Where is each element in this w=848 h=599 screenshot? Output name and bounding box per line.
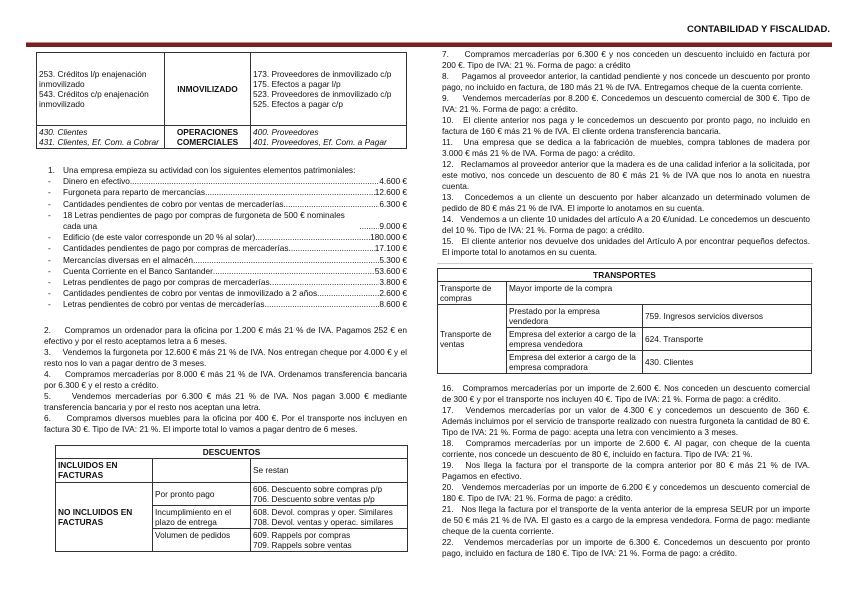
list-item bbox=[46, 288, 407, 299]
item-value: 180.000 € bbox=[370, 232, 407, 243]
right-column bbox=[437, 49, 812, 559]
item-value: 4.600 € bbox=[379, 176, 407, 187]
header-divider bbox=[26, 42, 832, 47]
cell-case: Prestado por la empresa vendedora bbox=[507, 305, 643, 328]
list-item bbox=[46, 243, 407, 254]
bullet-dash: - bbox=[48, 243, 51, 254]
exercise-number: 1. bbox=[48, 165, 55, 175]
bullet-dash: - bbox=[48, 254, 51, 265]
item-label: Letras pendientes de pago por compras de mercaderías bbox=[63, 277, 270, 288]
cell-left: 253. Créditos l/p enajenación inmovilizado 543. Créditos c/p enajenación inmovilizado bbox=[37, 53, 165, 126]
item-value: 53.600 € bbox=[374, 265, 407, 276]
cell-right: 400. Proveedores 401. Proveedores, Ef. Com. a Pagar bbox=[251, 126, 407, 149]
leader-dots bbox=[289, 243, 375, 254]
bullet-dash: - bbox=[48, 288, 51, 299]
item-value: 3.800 € bbox=[379, 277, 407, 288]
leader-dots bbox=[130, 176, 379, 187]
list-item bbox=[46, 277, 407, 288]
exercise-paragraph: 17. Vendemos mercaderías por un valor de 4.300 € y concedemos un descuento de 360 €. Además incluimos por el servicio de transporte realizado con nuestra furgoneta la cantidad de 80 €. Tipo de IVA: 21 %. Forma de pago: acepta una letra con vencimiento a 3 meses. bbox=[442, 405, 813, 437]
item-label: Cantidades pendientes de pago por compras de mercaderías bbox=[63, 243, 289, 254]
exercise-paragraph: 2. Compramos un ordenador para la oficina por 1.200 € más 21 % de IVA. Pagamos 252 € en efectivo y por el resto aceptamos letra a 6 meses. bbox=[44, 324, 410, 346]
cell-compras-value: Mayor importe de la compra bbox=[507, 282, 812, 305]
table-title: TRANSPORTES bbox=[438, 269, 812, 282]
leader-dots bbox=[255, 232, 370, 243]
item-value: 12.600 € bbox=[374, 187, 407, 198]
bullet-dash: - bbox=[48, 209, 51, 220]
exercise-paragraph: 5. Vendemos mercaderías por 6.300 € más 21 % de IVA. Nos pagan 3.000 € mediante transferencia bancaria y por el resto nos aceptan una letra. bbox=[44, 390, 410, 412]
list-item bbox=[46, 255, 407, 266]
cell-case: Empresa del exterior a cargo de la empresa vendedora bbox=[507, 328, 643, 351]
leader-dots bbox=[265, 299, 380, 310]
cell-accounts: 608. Devol. compras y oper. Similares 708. Devol. ventas y operac. similares bbox=[251, 505, 408, 528]
cell-type: Volumen de pedidos bbox=[153, 528, 251, 551]
accounts-table bbox=[36, 52, 407, 149]
leader-dots bbox=[193, 255, 379, 266]
bullet-dash: - bbox=[48, 232, 51, 243]
exercise-paragraph: 16. Compramos mercaderías por un importe de 2.600 €. Nos conceden un descuento comercial de 300 € y por el transporte nos incluyen 40 €. Tipo de IVA: 21 %. Forma de pago: a crédito. bbox=[442, 383, 813, 404]
leader-dots bbox=[317, 288, 379, 299]
exercise-paragraph: 9. Vendemos mercaderías por 8.200 €. Concedemos un descuento comercial de 300 €. Tipo de IVA: 21 %. Forma de pago: a crédito. bbox=[442, 93, 813, 114]
item-label: Edificio (de este valor corresponde un 20 % al solar) bbox=[63, 232, 256, 243]
leader-dots bbox=[270, 277, 380, 288]
item-label: Dinero en efectivo bbox=[63, 176, 130, 187]
left-column bbox=[36, 52, 408, 552]
exercise-paragraph: 18. Compramos mercaderías por un importe de 2.600 €. Al pagar, con cheque de la cuenta corriente, nos concede un descuento de 80 €, incluido en factura. Tipo de IVA: 21 %. bbox=[442, 438, 813, 459]
exercise-paragraph: 8. Pagamos al proveedor anterior, la cantidad pendiente y nos concede un descuento por pronto pago, no incluido en factura, de 180 más 21 % de IVA. Entregamos cheque de la cuenta corriente. bbox=[442, 71, 813, 92]
leader-dots bbox=[205, 187, 375, 198]
exercises-2-6 bbox=[44, 324, 410, 435]
bullet-dash: - bbox=[48, 187, 51, 198]
item-label: Letras pendientes de cobro por ventas de mercaderías bbox=[63, 299, 265, 310]
item-value: 2.600 € bbox=[379, 288, 407, 299]
leader-dots bbox=[359, 221, 379, 232]
item-value: 6.300 € bbox=[379, 198, 407, 209]
bullet-dash: - bbox=[48, 198, 51, 209]
cell-ventas: Transporte de ventas bbox=[438, 305, 507, 374]
cell-category: OPERACIONES COMERCIALES bbox=[165, 126, 251, 149]
exercises-7-15 bbox=[442, 49, 813, 258]
list-item bbox=[46, 266, 407, 277]
cell-empty bbox=[153, 458, 251, 482]
cell-type: Por pronto pago bbox=[153, 482, 251, 505]
cell-category: INMOVILIZADO bbox=[165, 53, 251, 126]
divider bbox=[437, 263, 813, 264]
bullet-dash: - bbox=[48, 265, 51, 276]
cell-account: 430. Clientes bbox=[643, 351, 812, 374]
exercise-paragraph: 4. Compramos mercaderías por 8.000 € más 21 % de IVA. Ordenamos transferencia bancaria por 6.300 € y el resto a crédito. bbox=[44, 368, 410, 390]
exercise-paragraph: 13. Concedemos a un cliente un descuento por haber alcanzado un determinado volumen de pedido de 80 € más 21 % de IVA. El importe lo anotamos en su cuenta. bbox=[442, 192, 813, 213]
item-label: 18 Letras pendientes de pago por compras de furgoneta de 500 € nominales cada una bbox=[63, 209, 345, 232]
exercise-paragraph: 19. Nos llega la factura por el transporte de la compra anterior por 80 € más 21 % de IVA. Pagamos en efectivo. bbox=[442, 460, 813, 481]
table-title: DESCUENTOS bbox=[56, 445, 408, 458]
cell-compras: Transporte de compras bbox=[438, 282, 507, 305]
list-item bbox=[46, 210, 407, 232]
exercises-16-22 bbox=[442, 383, 813, 559]
item-value: 9.000 € bbox=[379, 221, 407, 232]
exercise-paragraph: 7. Compramos mercaderías por 6.300 € y nos conceden un descuento incluido en factura por 200 €. Tipo de IVA: 21 %. Forma de pago: a crédito bbox=[442, 49, 813, 70]
cell-accounts: 609. Rappels por compras 709. Rappels sobre ventas bbox=[251, 528, 408, 551]
exercise-paragraph: 12. Reclamamos al proveedor anterior que la madera es de una calidad inferior a la solicitada, por este motivo, nos concede un descuento de 80 € más 21 % de IVA que nos lo anota en nuestra cuenta. bbox=[442, 159, 813, 191]
bullet-dash: - bbox=[48, 176, 51, 187]
exercise-paragraph: 21. Nos llega la factura por el transporte de la venta anterior de la empresa SEUR por un importe de 50 € más 21 % de IVA. El gasto es a cargo de la empresa vendedora. Forma de pago: mediante cheque de la cuenta corriente. bbox=[442, 504, 813, 536]
cell-no-incluidos: NO INCLUIDOS EN FACTURAS bbox=[56, 482, 153, 551]
cell-right: 173. Proveedores de inmovilizado c/p 175. Efectos a pagar l/p 523. Proveedores de inmovilizado c/p 525. Efectos a pagar c/p bbox=[251, 53, 407, 126]
bullet-dash: - bbox=[48, 299, 51, 310]
item-label: Cantidades pendientes de cobro por ventas de mercaderías bbox=[63, 198, 284, 209]
exercise-paragraph: 20. Vendemos mercaderías por un importe de 6.200 € y concedemos un descuento comercial de 180 €. Tipo de IVA: 21 %. Forma de pago: a crédito. bbox=[442, 482, 813, 503]
transportes-table bbox=[437, 268, 812, 374]
item-label: Furgoneta para reparto de mercancías bbox=[63, 187, 206, 198]
exercise-intro: Una empresa empieza su actividad con los siguientes elementos patrimoniales: bbox=[63, 165, 356, 175]
list-item bbox=[46, 199, 407, 210]
cell-value: Se restan bbox=[251, 458, 408, 482]
exercise-paragraph: 6. Compramos diversos muebles para la oficina por 400 €. Por el transporte nos incluyen en factura 30 €. Tipo de IVA: 21 %. El importe total lo vamos a pagar dentro de 6 meses. bbox=[44, 412, 410, 434]
cell-incluidos: INCLUIDOS EN FACTURAS bbox=[56, 458, 153, 482]
exercise-paragraph: 14. Vendemos a un cliente 10 unidades del artículo A a 20 €/unidad. Le concedemos un descuento del 10 %. Tipo de IVA: 21 %. Forma de pago: a crédito. bbox=[442, 214, 813, 235]
exercise-1 bbox=[46, 165, 407, 311]
header-title: CONTABILIDAD Y FISCALIDAD. bbox=[686, 24, 830, 35]
list-item bbox=[46, 187, 407, 198]
cell-left: 430. Clientes 431. Clientes, Ef. Com. a Cobrar bbox=[37, 126, 165, 149]
exercise-paragraph: 15. El cliente anterior nos devuelve dos unidades del Artículo A por encontrar pequeños defectos. El importe total lo anotamos en su cuenta. bbox=[442, 236, 813, 257]
list-item bbox=[46, 299, 407, 310]
exercise-paragraph: 3. Vendemos la furgoneta por 12.600 € más 21 % de IVA. Nos entregan cheque por 4.000 € y el resto nos lo van a pagar dentro de 3 meses. bbox=[44, 346, 410, 368]
item-label: Cantidades pendientes de cobro por ventas de inmovilizado a 2 años bbox=[63, 288, 318, 299]
exercise-paragraph: 10. El cliente anterior nos paga y le concedemos un descuento por pronto pago, no incluido en factura de 160 € más 21 % de IVA. El cliente ordena transferencia bancaria. bbox=[442, 115, 813, 136]
exercise-paragraph: 11. Una empresa que se dedica a la fabricación de muebles, compra tablones de madera por 3.000 € más 21 % de IVA. Forma de pago: a crédito. bbox=[442, 137, 813, 158]
cell-type: Incumplimiento en el plazo de entrega bbox=[153, 505, 251, 528]
leader-dots bbox=[283, 199, 379, 210]
list-item bbox=[46, 176, 407, 187]
bullet-dash: - bbox=[48, 277, 51, 288]
item-label: Cuenta Corriente en el Banco Santander bbox=[63, 265, 213, 276]
descuentos-table bbox=[55, 445, 408, 552]
item-value: 17.100 € bbox=[374, 243, 407, 254]
item-label: Mercancías diversas en el almacén bbox=[63, 254, 194, 265]
exercise-paragraph: 22. Vendemos mercaderías por un importe de 6.300 €. Concedemos un descuento por pronto pago, incluido en factura de 180 €. Tipo de IVA: 21 %. Forma de pago: a crédito. bbox=[442, 537, 813, 558]
leader-dots bbox=[213, 266, 375, 277]
item-value: 5.300 € bbox=[379, 254, 407, 265]
list-item bbox=[46, 232, 407, 243]
cell-case: Empresa del exterior a cargo de la empresa compradora bbox=[507, 351, 643, 374]
cell-accounts: 606. Descuento sobre compras p/p 706. Descuento sobre ventas p/p bbox=[251, 482, 408, 505]
item-value: 8.600 € bbox=[379, 299, 407, 310]
cell-account: 759. Ingresos servicios diversos bbox=[643, 305, 812, 328]
cell-account: 624. Transporte bbox=[643, 328, 812, 351]
